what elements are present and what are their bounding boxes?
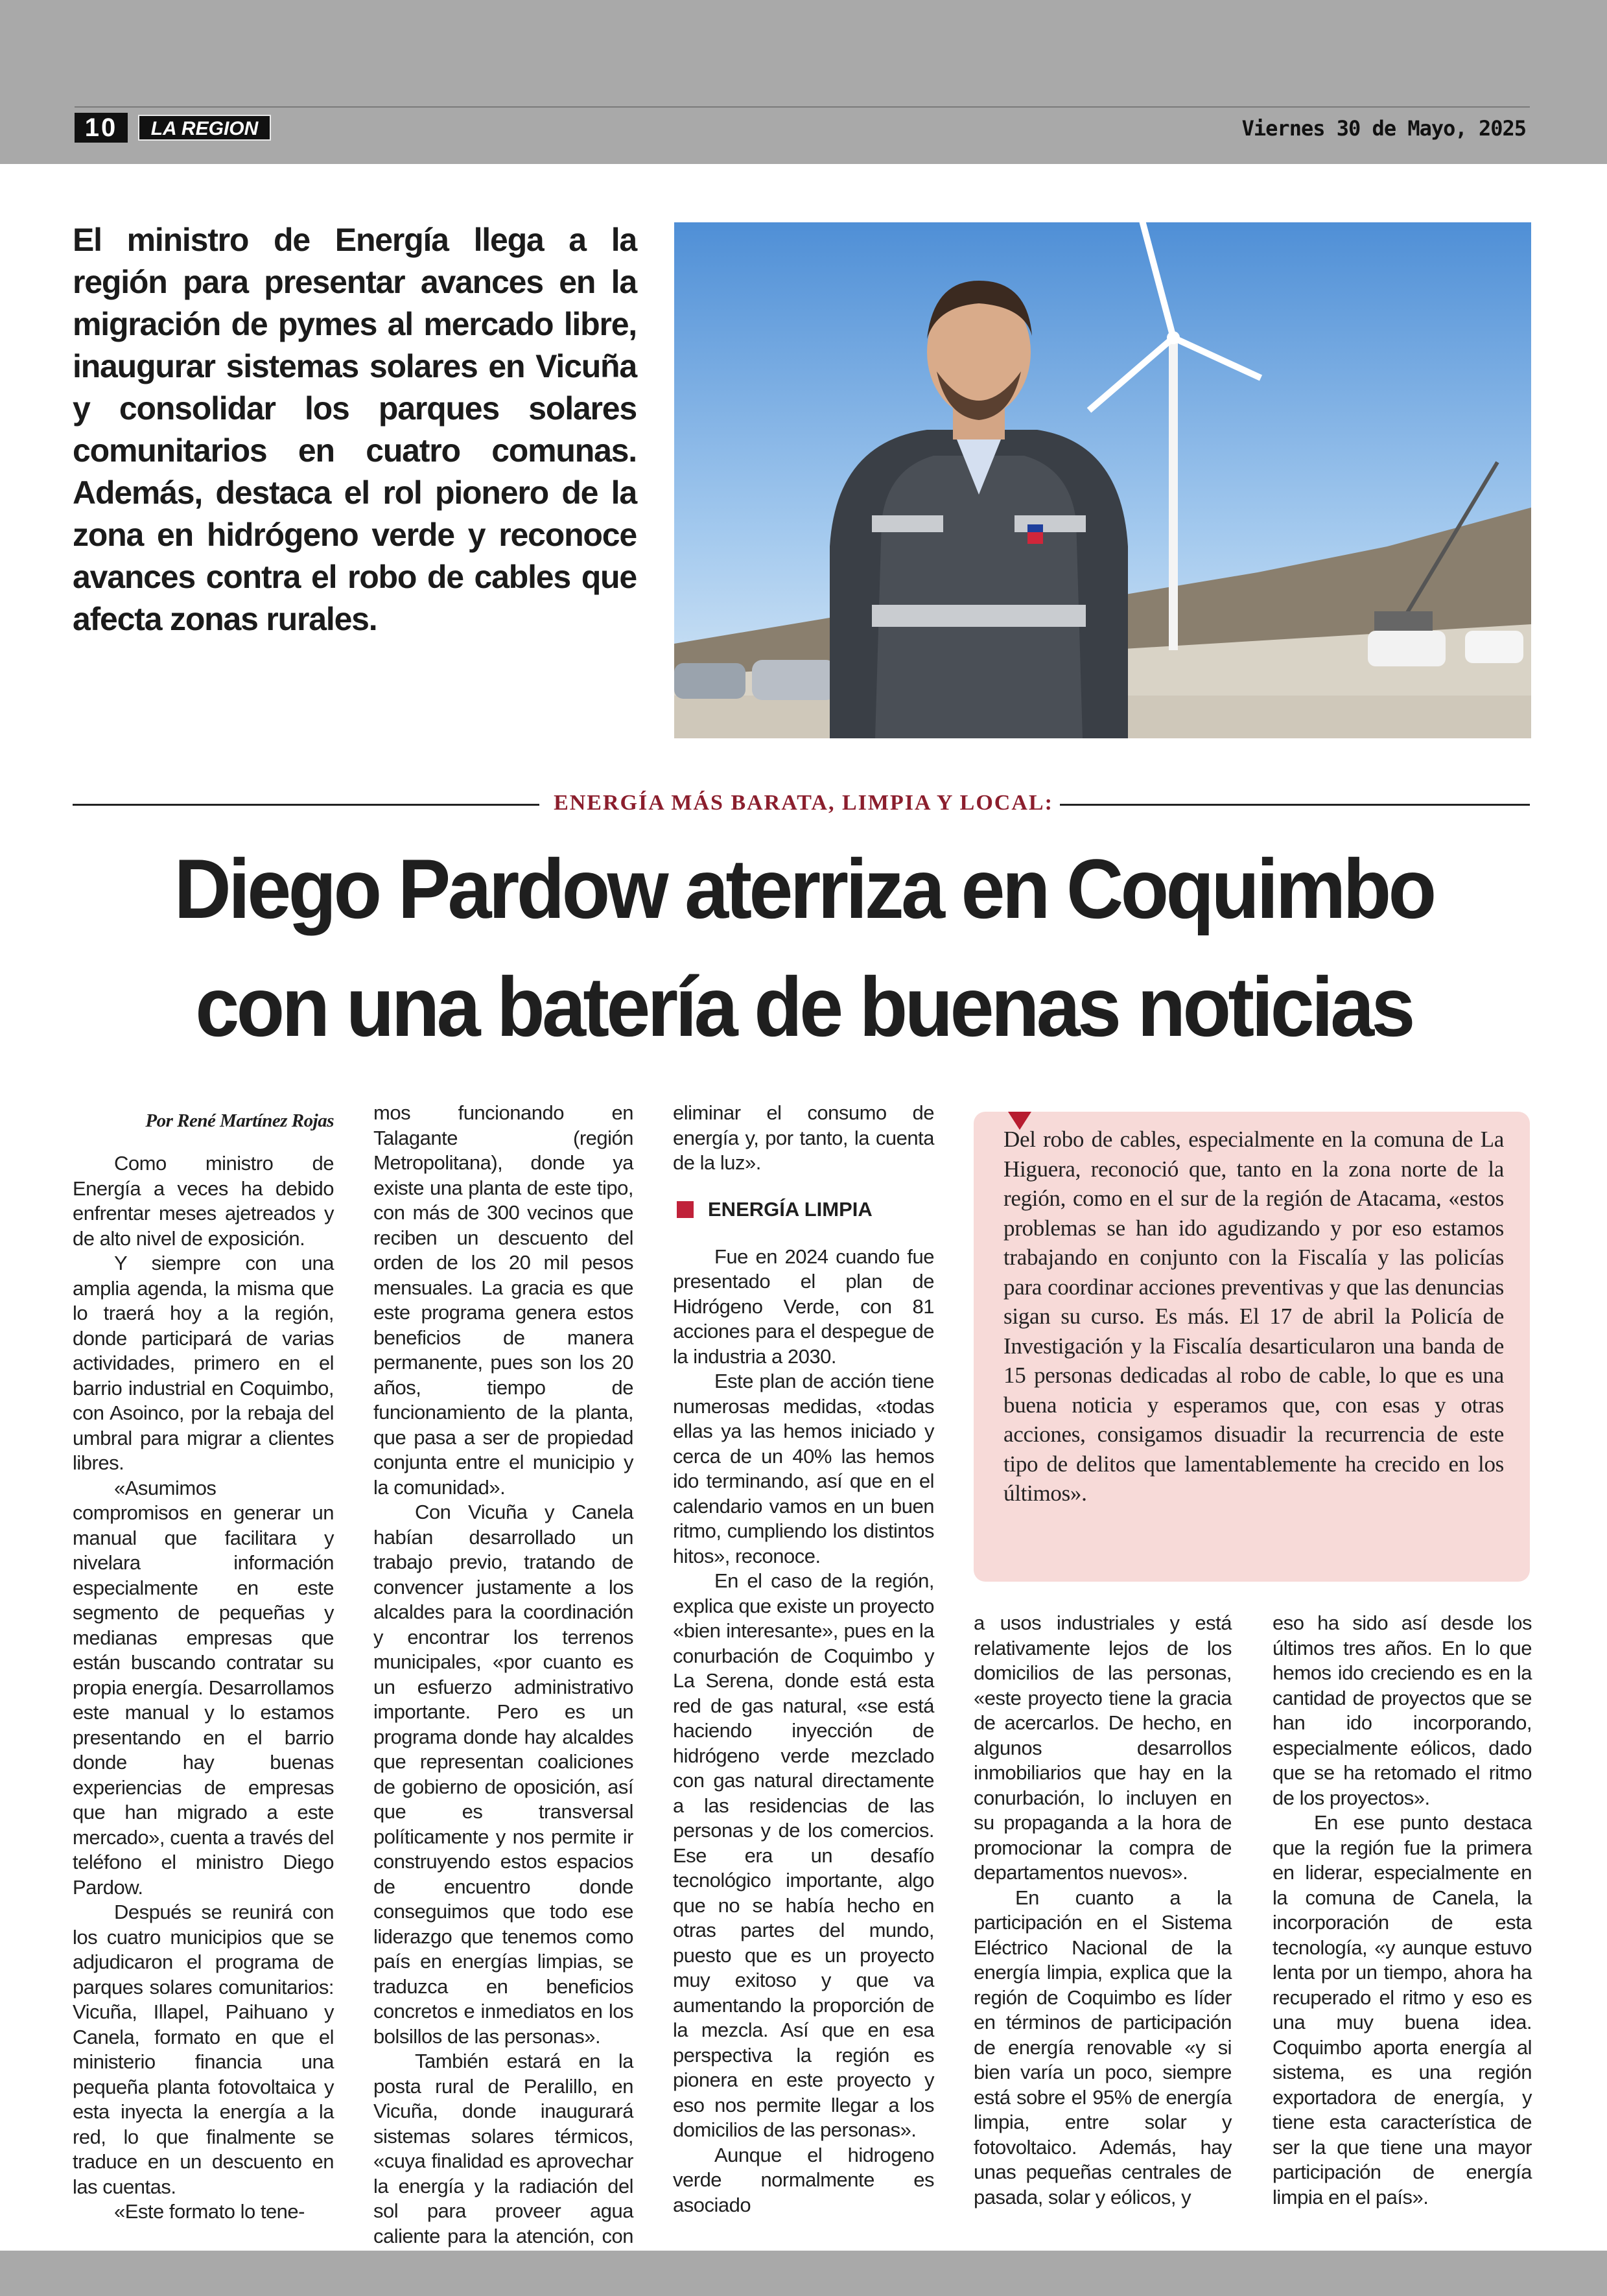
issue-date: Viernes 30 de Mayo, 2025 [1241, 116, 1526, 141]
paragraph: En ese punto destaca que la región fue la primera en liderar, especialmente en la comuna de Canela, la incorporación de esta tecnología, «y aunque estuvo lenta por un tiempo, ahora ha recuperado el ritmo y eso es una muy buena idea. Coquimbo aporta energía al sistema, es una región exportadora de energía, y tiene esta característica de ser la que tiene una mayor participación de energía limpia en el país». [1273, 1811, 1532, 2208]
headline-line-2: con una batería de buenas noticias [195, 959, 1413, 1054]
paragraph: «Asumimos compromisos en generar un manual que facilitara y nivelara información especialmente en este segmento de pequeñas y medianas empresas que están buscando contratar su propia energía. Desarrollamos este manual y lo estamos presentando en el barrio donde hay buenas experiencias de empresas que han migrado a este mercado», cuenta a través del teléfono el ministro Diego Pardow. [73, 1476, 334, 1899]
page-number: 10 [75, 113, 128, 143]
page-footer-band [0, 2251, 1607, 2296]
paragraph: mos funcionando en Talagante (región Metropolitana), donde ya existe una planta de este tipo, con más de 300 vecinos que reciben un descuento del orden de los 20 mil pesos mensuales. La gracia es que este programa genera estos beneficios de manera permanente, pues son los 20 años, tiempo de funcionamiento de la planta, que pasa a ser de propiedad conjunta entre el municipio y la comunidad». [373, 1101, 633, 1499]
article-column-3 [673, 1101, 934, 2218]
paragraph: «Este formato lo tene- [114, 2200, 305, 2223]
paragraph: Después se reunirá con los cuatro municipios que se adjudicaron el programa de parques solares comunitarios: Vicuña, Illapel, Paihuano y Canela, formato en que el ministerio financia una pequeña planta fotovoltaica y esta inyecta la energía a la red, lo que finalmente se traduce en un descuento en las cuentas. [73, 1901, 334, 2198]
paragraph: eliminar el consumo de energía y, por tanto, la cuenta de la luz». [673, 1101, 934, 1174]
kicker: ENERGÍA MÁS BARATA, LIMPIA Y LOCAL: [554, 791, 1053, 815]
quote-triangle-icon [1008, 1112, 1031, 1130]
headline-line-1: Diego Pardow aterriza en Coquimbo [174, 841, 1434, 936]
paragraph: Este plan de acción tiene numerosas medidas, «todas ellas ya las hemos iniciado y cerca de un 40% las hemos ido terminando, así que en el calendario vamos en un buen ritmo, cumpliendo los distintos hitos», reconoce. [673, 1370, 934, 1567]
paragraph: También estará en la posta rural de Peralillo, en Vicuña, donde inaugurará sistemas solares térmicos, «cuya finalidad es aprovechar la energía y la radiación del sol para proveer agua caliente para la atención, con [373, 2050, 633, 2247]
minister-wind-farm-photo [674, 222, 1531, 738]
paragraph: En cuanto a la participación en el Sistema Eléctrico Nacional de la energía limpia, explica que la región de Coquimbo es líder en términos de participación de energía renovable «y si bien varía un poco, siempre está sobre el 95% de energía limpia, entre solar y fotovoltaico. Además, hay unas pequeñas centrales de pasada, solar y eólicos, y [974, 1886, 1232, 2208]
header-rule [75, 106, 1530, 108]
byline: Por René Martínez Rojas [145, 1110, 334, 1131]
section-subhead [677, 1197, 934, 1223]
paragraph: Aunque el hidrogeno verde normalmente es asociado [673, 2143, 934, 2216]
red-square-icon [677, 1201, 694, 1218]
paragraph: Y siempre con una amplia agenda, la misma que lo traerá hoy a la región, donde participará de varias actividades, primero en el barrio industrial en Coquimbo, con Asoinco, por la rebaja del umbral para migrar a clientes libres. [73, 1252, 334, 1474]
article-column-1 [73, 1108, 334, 2225]
paragraph: Como ministro de Energía a veces ha debido enfrentar meses ajetreados y de alto nivel de exposición. [73, 1152, 334, 1250]
paragraph: eso ha sido así desde los últimos tres años. En lo que hemos ido creciendo es en la cantidad de proyectos que se han ido incorporando, especialmente eólicos, dado que se ha retomado el ritmo de los proyectos». [1273, 1611, 1532, 1809]
article-column-5 [1273, 1611, 1532, 2210]
article-photo [674, 222, 1531, 738]
paragraph: En el caso de la región, explica que existe un proyecto «bien interesante», pues en la conurbación de Coquimbo y La Serena, donde está esta red de gas natural, «se está haciendo inyección de hidrógeno verde mezclado con gas natural directamente a las residencias de las personas y de los comercios. Ese era un desafío tecnológico importante, algo que no se había hecho en otras partes del mundo, puesto que es un proyecto muy exitoso y que va aumentando la proporción de la mezcla. Así que en esa perspectiva la región es pionera en este proyecto y eso nos permite llegar a los domicilios de las personas». [673, 1569, 934, 2141]
headline [109, 830, 1498, 1066]
article-column-2 [373, 1101, 633, 2274]
paragraph: Fue en 2024 cuando fue presentado el plan de Hidrógeno Verde, con 81 acciones para el despegue de la industria a 2030. [673, 1245, 934, 1368]
article-column-4 [974, 1611, 1232, 2210]
paragraph: a usos industriales y está relativamente lejos de los domicilios de las personas, «este proyecto tiene la gracia de acercarlos. De hecho, en algunos desarrollos inmobiliarios que hay en la conurbación, lo incluyen en su propaganda a la hora de promocionar la compra de departamentos nuevos». [974, 1611, 1232, 1884]
paragraph: Con Vicuña y Canela habían desarrollado un trabajo previo, tratando de convencer justamente a los alcaldes para la coordinación y encontrar los terrenos municipales, «por cuanto es un esfuerzo administrativo importante. Pero es un programa donde hay alcaldes que representan coaliciones de gobierno de oposición, así que es transversal políticamente y nos permite ir construyendo estos espacios de encuentro donde conseguimos que todo ese liderazgo que tenemos como país en energías limpias, se traduzca en beneficios concretos e inmediatos en los bolsillos de las personas». [373, 1501, 633, 2048]
pull-quote-box: Del robo de cables, especialmente en la comuna de La Higuera, reconoció que, tanto en la zona norte de la región, como en el sur de la región de Atacama, «estos problemas se han ido agudizando y por eso estamos trabajando en conjunto con la Fiscalía y las policías para coordinar acciones preventivas y que las denuncias sigan su curso. Es más. El 17 de abril la Policía de Investigación y la Fiscalía desarticularon una banda de 15 personas dedicadas al robo de cable, lo que es una buena noticia y esperamos que, con esas y otras acciones, consigamos disuadir la recurrencia de este tipo de delitos que lamentablemente ha crecido en los últimos». [974, 1112, 1530, 1582]
subhead-label: ENERGÍA LIMPIA [708, 1197, 873, 1221]
lead-paragraph: El ministro de Energía llega a la región para presentar avances en la migración de pymes al mercado libre, inaugurar sistemas solares en Vicuña y consolidar los parques solares comunitarios en cuatro comunas. Además, destaca el rol pionero de la zona en hidrógeno verde y reconoce avances contra el robo de cables que afecta zonas rurales. [73, 222, 637, 637]
newspaper-name: LA REGION [138, 115, 271, 141]
